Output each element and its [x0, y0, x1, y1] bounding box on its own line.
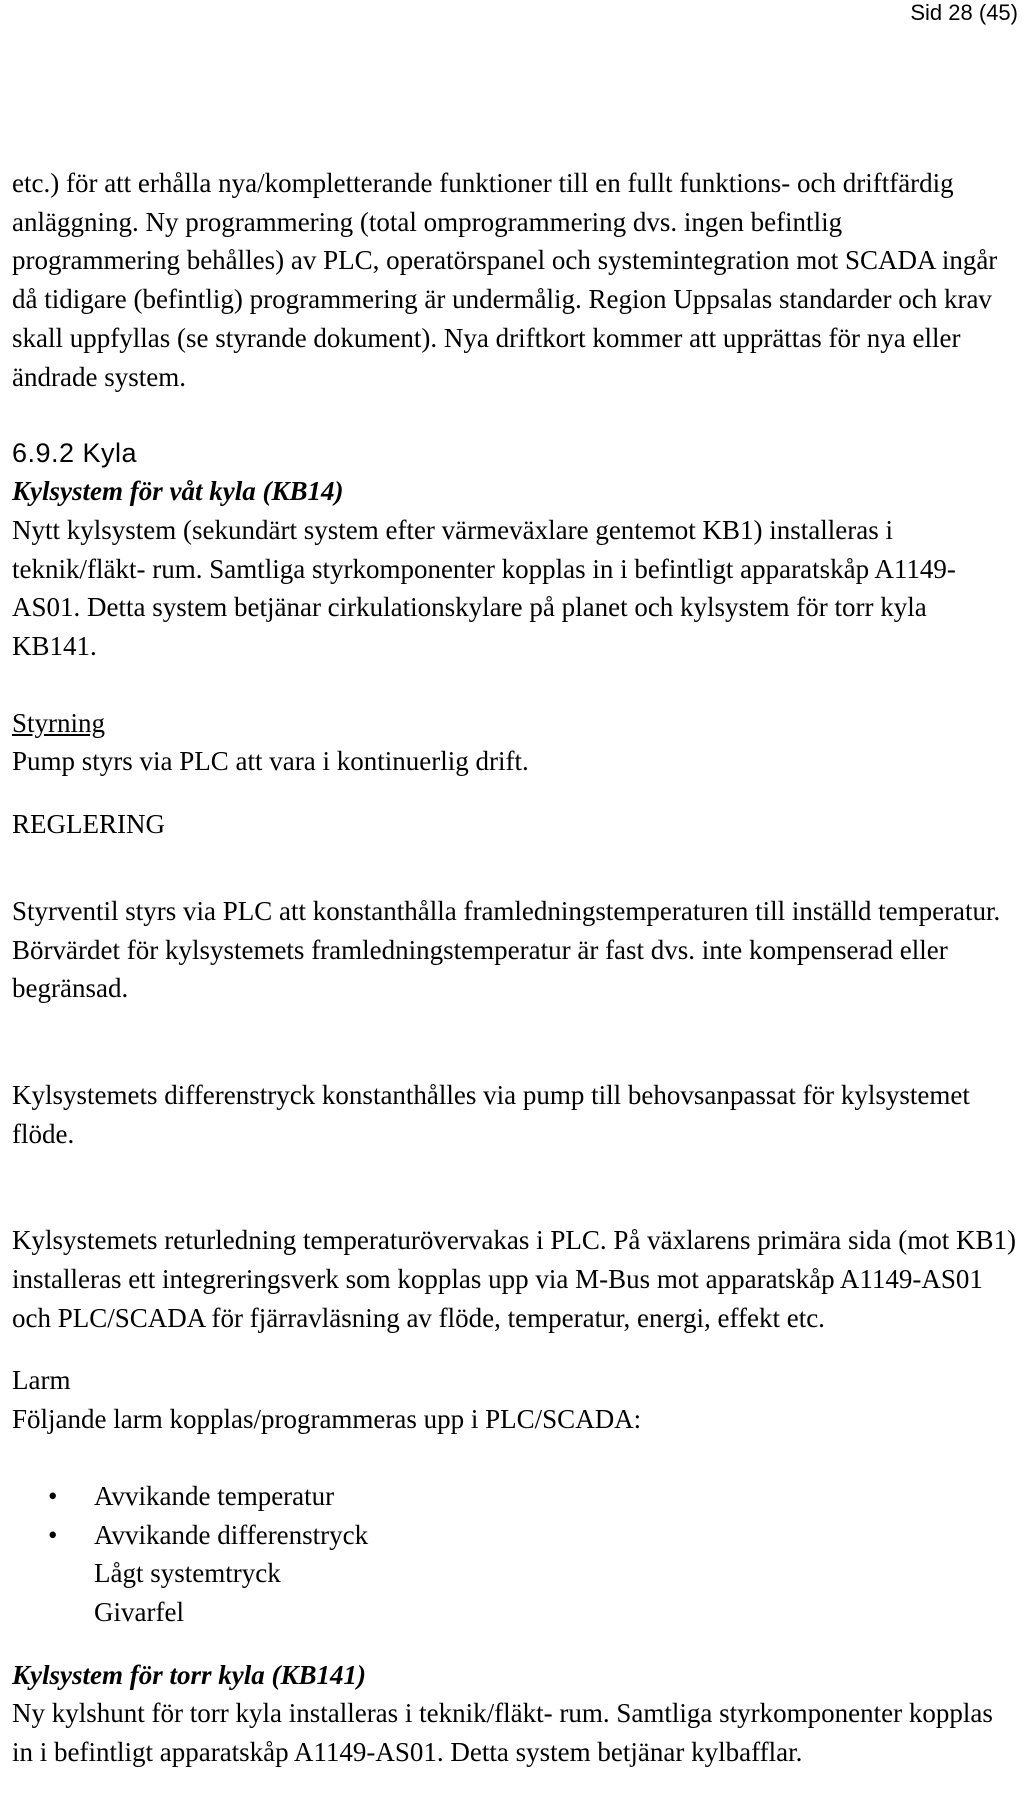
alarm-text: Lågt systemtryck	[94, 1558, 281, 1589]
bullet-icon: •	[48, 1480, 58, 1511]
reglering-label: REGLERING	[12, 809, 165, 840]
list-item	[12, 1516, 1016, 1555]
return-line-text: Kylsystemets returledning temperaturövervakas i PLC. På växlarens primära sida (mot KB1) installeras ett integreringsverk som kopplas upp via M-Bus mot apparatskåp A1149-AS01 och PLC/SCADA för fjärravläsning av flöde, temperatur, energi, effekt etc.	[12, 1225, 1016, 1333]
list-item	[12, 1593, 1016, 1632]
reglering-text: Styrventil styrs via PLC att konstanthålla framledningstemperaturen till inställd temperatur. Börvärdet för kylsystemets framledningstemperatur är fast dvs. inte kompenserad eller begränsad.	[12, 895, 1001, 1004]
alarm-text: Avvikande temperatur	[94, 1480, 335, 1511]
alarm-text: Avvikande differenstryck	[94, 1519, 369, 1550]
styrning-label: Styrning	[12, 707, 106, 738]
alarm-text: Givarfel	[94, 1596, 184, 1627]
kb141-heading: Kylsystem för torr kyla (KB141)	[12, 1659, 366, 1690]
styrning-text: Pump styrs via PLC att vara i kontinuerlig drift.	[12, 746, 529, 777]
document-body	[12, 164, 1016, 1772]
list-item	[12, 1477, 1016, 1516]
larm-label: Larm	[12, 1365, 71, 1396]
kb141-description: Ny kylshunt för torr kyla installeras i teknik/fläkt- rum. Samtliga styrkomponenter kopplas in i befintligt apparatskåp A1149-AS01. Detta system betjänar kylbafflar.	[12, 1698, 993, 1768]
alarm-list	[12, 1477, 1016, 1632]
kb14-description: Nytt kylsystem (sekundärt system efter värmeväxlare gentemot KB1) installeras i teknik/fläkt- rum. Samtliga styrkomponenter kopplas in i befintligt apparatskåp A1149-AS01. Detta system betjänar cirkulationskylare på planet och kylsystem för torr kyla KB141.	[12, 514, 956, 662]
bullet-icon: •	[48, 1519, 58, 1550]
larm-intro: Följande larm kopplas/programmeras upp i PLC/SCADA:	[12, 1404, 642, 1435]
kb14-heading: Kylsystem för våt kyla (KB14)	[12, 476, 344, 507]
page-number: Sid 28 (45)	[910, 0, 1018, 25]
list-item	[12, 1554, 1016, 1593]
differential-pressure-text: Kylsystemets differenstryck konstanthålles via pump till behovsanpassat för kylsystemet flöde.	[12, 1079, 970, 1149]
intro-paragraph: etc.) för att erhålla nya/kompletterande funktioner till en fullt funktions- och driftfärdig anläggning. Ny programmering (total omprogrammering dvs. ingen befintlig programmering behålles) av PLC, operatörspanel och systemintegration mot SCADA ingår då tidigare (befintlig) programmering är undermålig. Region Uppsalas standarder och krav skall uppfyllas (se styrande dokument). Nya driftkort kommer att upprättas för nya eller ändrade system.	[12, 168, 998, 392]
section-heading: 6.9.2 Kyla	[12, 438, 138, 469]
